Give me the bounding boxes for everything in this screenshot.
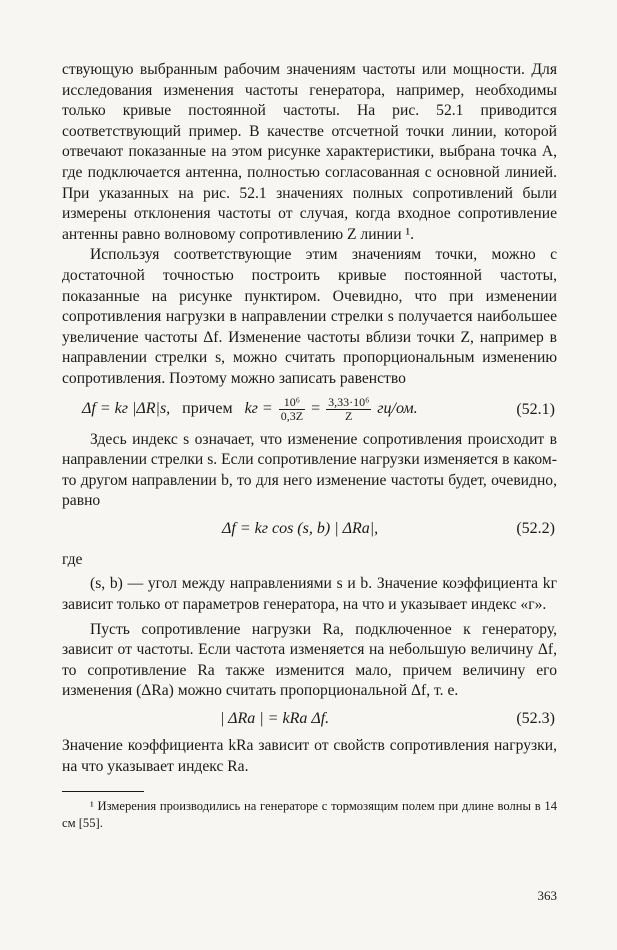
page-body [62, 60, 557, 831]
eq1-frac2-den: Z [345, 409, 353, 423]
eq1-frac1-den: 0,3Z [280, 409, 304, 423]
equation-52-2-body: Δf = kг cos (s, b) | ΔRa|, [222, 519, 379, 537]
eq1-frac2-num: 3,33·10⁶ [328, 395, 370, 409]
eq1-lhs: Δf = kг |ΔR|s, [82, 400, 171, 418]
equation-52-1-body [82, 396, 418, 423]
footnote: ¹ Измерения производились на генераторе с тормозящим полем при длине волны в 14 см [55]. [62, 799, 557, 830]
eq1-k: kг = [244, 400, 273, 418]
eq1-equals: = [311, 400, 321, 418]
footnote-divider [62, 791, 144, 792]
paragraph-4: (s, b) — угол между направлениями s и b. Значение коэффициента kг зависит только от параметров генератора, на что и указывает индекс «г». [62, 575, 557, 614]
paragraph-6: Значение коэффициента kRa зависит от свойств сопротивления нагрузки, на что указывает индекс Ra. [62, 737, 557, 775]
paragraph-4-gde: где [62, 550, 83, 568]
paragraph-5: Пусть сопротивление нагрузки Ra, подключенное к генератору, зависит от частоты. Если частота изменяется на небольшую величину Δf, то сопротивление Ra также изменится мало, причем величину его изменения (ΔRa) можно считать пропорциональной Δf, т. е. [62, 620, 557, 700]
equation-52-2 [62, 512, 557, 546]
equation-52-1 [62, 390, 557, 430]
eq1-fraction-1 [279, 396, 305, 423]
equation-52-3 [62, 702, 557, 736]
equation-52-3-number: (52.3) [516, 710, 555, 728]
paragraph-3: Здесь индекс s означает, что изменение сопротивления происходит в направлении стрелки s. Если сопротивление нагрузки изменяется в каком-то другом направлении b, то для него изменение частоты будет, очевидно, равно [62, 430, 557, 510]
eq1-unit: гц/ом. [377, 400, 418, 418]
equation-52-2-number: (52.2) [516, 519, 555, 537]
page-number: 363 [537, 888, 557, 903]
equation-52-3-body: | ΔRa | = kRa Δf. [220, 710, 330, 728]
equation-52-1-number: (52.1) [516, 400, 555, 418]
eq1-fraction-2 [326, 396, 371, 423]
paragraph-2: Используя соответствующие этим значениям точки, можно с достаточной точностью построить кривые постоянной частоты, показанные на рисунке пунктиром. Очевидно, что при изменении сопротивления нагрузки в направлении стрелки s получается наибольшее увеличение частоты Δf. Изменение частоты вблизи точки Z, например в направлении стрелки s, можно считать пропорциональным изменению сопротивления. Поэтому можно записать равенство [62, 246, 557, 387]
paragraph-1: ствующую выбранным рабочим значениям частоты или мощности. Для исследования изменения частоты генератора, например, необходимы только кривые постоянной частоты. На рис. 52.1 приводится соответствующий пример. В качестве отсчетной точки линии, которой отвечают показанные на этом рисунке характеристики, выбрана точка A, где подключается антенна, полностью согласованная с основной линией. При указанных на рис. 52.1 значениях полных сопротивлений были измерены отклонения частоты от случая, когда входное сопротивление антенны равно волновому сопротивлению Z линии ¹. [62, 61, 557, 243]
eq1-word: причем [182, 400, 233, 418]
eq1-frac1-num: 10⁶ [279, 396, 305, 410]
